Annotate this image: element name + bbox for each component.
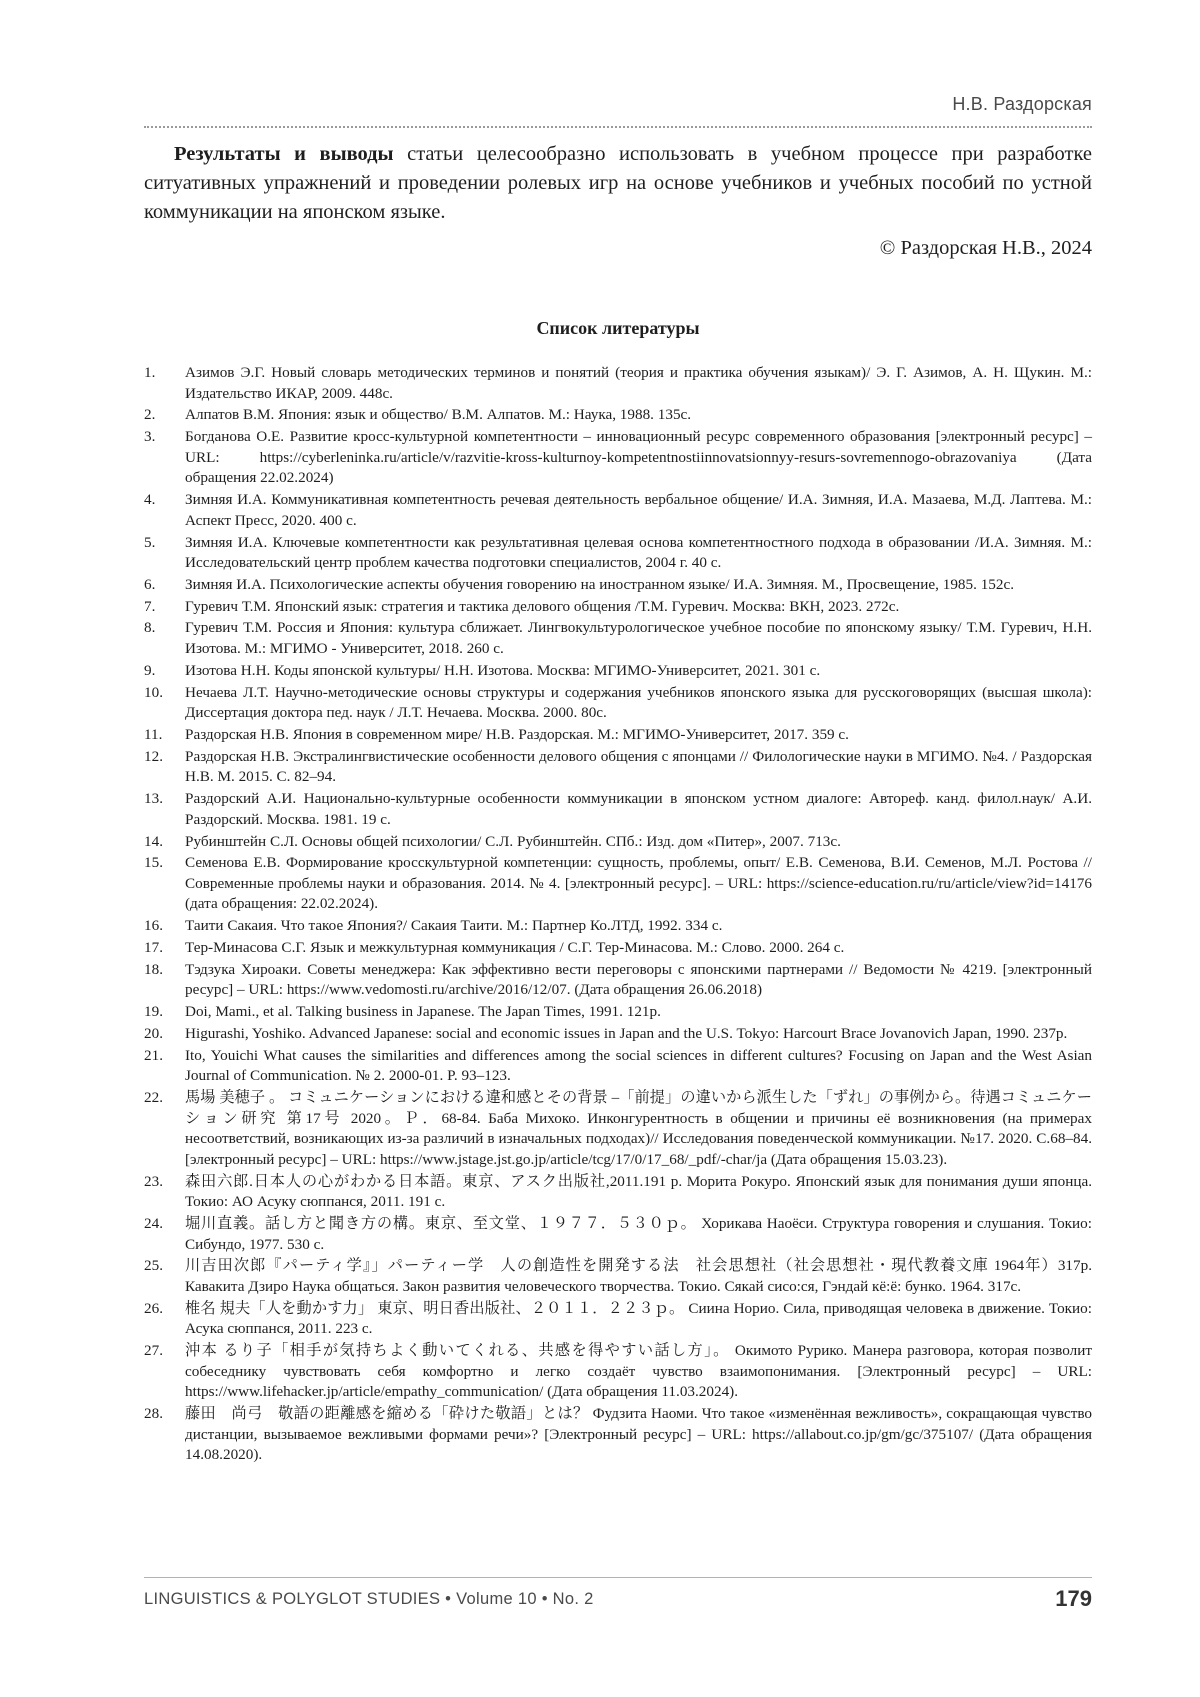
reference-number: 23. bbox=[144, 1172, 163, 1190]
running-head-author: Н.В. Раздорская bbox=[952, 94, 1092, 114]
reference-number: 1. bbox=[144, 364, 156, 381]
reference-number: 24. bbox=[144, 1215, 163, 1233]
reference-item bbox=[144, 683, 1092, 724]
reference-text: 森田六郎.日本人の心がわかる日本語。東京、アスク出版社,2011.191 p. Морита Рокуро. Японский язык для понимания души японца. Токио: АО Асуку сюппанся, 2011. 191 с. bbox=[185, 1172, 1092, 1211]
reference-number: 28. bbox=[144, 1405, 163, 1423]
reference-number: 20. bbox=[144, 1024, 163, 1042]
reference-item bbox=[144, 1024, 1092, 1045]
footer-journal-info: LINGUISTICS & POLYGLOT STUDIES • Volume 10 • No. 2 bbox=[144, 1590, 594, 1608]
reference-text: 川吉田次郎『パーティ学』」パーティー学 人の創造性を開発する法 社会思想社（社会思想社・現代教養文庫 1964年）317p. Кавакита Дзиро Наука общаться. Закон развития человеческого творчества. Токио. Сякай сисо:ся, Гэндай кё:ё: бунко. 1964. 317с. bbox=[185, 1257, 1092, 1296]
conclusion-paragraph bbox=[144, 140, 1092, 227]
reference-number: 25. bbox=[144, 1257, 163, 1275]
conclusion-text: статьи целесообразно использовать в учебном процессе при разработке ситуативных упражнений и проведении ролевых игр на основе учебников и учебных пособий по устной коммуникации на японском языке. bbox=[144, 143, 1092, 223]
reference-item bbox=[144, 533, 1092, 574]
reference-item bbox=[144, 1088, 1092, 1170]
reference-number: 26. bbox=[144, 1299, 163, 1317]
reference-number: 22. bbox=[144, 1089, 163, 1107]
reference-item bbox=[144, 1256, 1092, 1297]
reference-item bbox=[144, 747, 1092, 788]
reference-number: 16. bbox=[144, 917, 163, 935]
reference-item bbox=[144, 1341, 1092, 1403]
reference-number: 19. bbox=[144, 1003, 163, 1021]
reference-item bbox=[144, 490, 1092, 531]
reference-number: 11. bbox=[144, 725, 163, 743]
reference-number: 8. bbox=[144, 619, 156, 637]
reference-text: Зимняя И.А. Психологические аспекты обучения говорению на иностранном языке/ И.А. Зимняя. М., Просвещение, 1985. 152с. bbox=[185, 575, 1015, 593]
reference-number: 15. bbox=[144, 854, 163, 872]
reference-item bbox=[144, 661, 1092, 682]
reference-text: Нечаева Л.Т. Научно-методические основы структуры и содержания учебников японского языка для русскоговорящих (высшая школа): Диссертация доктора пед. наук / Л.Т. Нечаева. Москва. 2000. 80с. bbox=[185, 683, 1092, 722]
reference-item bbox=[144, 725, 1092, 746]
reference-item bbox=[144, 960, 1092, 1001]
page-number: 179 bbox=[1055, 1586, 1092, 1611]
reference-number: 9. bbox=[144, 661, 156, 679]
footer-divider bbox=[144, 1577, 1092, 1578]
reference-number: 2. bbox=[144, 406, 156, 424]
reference-item bbox=[144, 789, 1092, 830]
reference-number: 13. bbox=[144, 790, 163, 808]
reference-number: 12. bbox=[144, 747, 163, 765]
reference-number: 17. bbox=[144, 939, 163, 957]
reference-item bbox=[144, 363, 1092, 404]
reference-text: Тэдзука Хироаки. Советы менеджера: Как эффективно вести переговоры с японскими партнерами // Ведомости № 4219. [электронный ресурс] – URL: https://www.vedomosti.ru/archive/2016/12/07. (Дата обращения 26.06.2018) bbox=[185, 960, 1092, 999]
reference-number: 3. bbox=[144, 428, 156, 446]
reference-number: 14. bbox=[144, 832, 163, 850]
reference-number: 21. bbox=[144, 1046, 163, 1064]
reference-number: 27. bbox=[144, 1342, 163, 1360]
reference-number: 18. bbox=[144, 960, 163, 978]
reference-item bbox=[144, 405, 1092, 426]
reference-text: Алпатов В.М. Япония: язык и общество/ В.М. Алпатов. М.: Наука, 1988. 135с. bbox=[185, 406, 692, 424]
reference-item bbox=[144, 575, 1092, 596]
conclusion-lead: Результаты и выводы bbox=[174, 143, 394, 165]
reference-text: Раздорская Н.В. Экстралингвистические особенности делового общения с японцами // Филологические науки в МГИМО. №4. / Раздорская Н.В. М. 2015. С. 82–94. bbox=[185, 747, 1092, 786]
reference-text: 堀川直義。話し方と聞き方の構。東京、至文堂、１９７７．５３０ｐ。 Хорикава Наоёси. Структура говорения и слушания. Токио: Сибундо, 1977. 530 с. bbox=[185, 1215, 1092, 1253]
reference-text: 沖本 るり子「相手が気持ちよく動いてくれる、共感を得やすい話し方」。 Окимото Рурико. Манера разговора, которая позволит собеседнику чувствовать себя комфортно и легко создаёт чувство взаимопонимания. [Электронный ресурс] – URL: https://www.lifehacker.jp/article/empathy_communication/ (Дата обращения 11.03.2024). bbox=[185, 1342, 1092, 1401]
reference-text: 藤田 尚弓 敬語の距離感を縮める「砕けた敬語」とは？ Фудзита Наоми. Что такое «изменённая вежливость», сокращающая чувство дистанции, вызываемое вежливыми формами речи»? [Электронный ресурс] – URL: https://allabout.co.jp/gm/gc/375107/ (Дата обращения 14.08.2020). bbox=[185, 1405, 1092, 1464]
reference-text: Гуревич Т.М. Японский язык: стратегия и тактика делового общения /Т.М. Гуревич. Москва: ВКН, 2023. 272с. bbox=[185, 597, 900, 615]
reference-text: Таити Сакаия. Что такое Япония?/ Сакаия Таити. М.: Партнер Ко.ЛТД, 1992. 334 с. bbox=[185, 917, 723, 935]
reference-text: Doi, Mami., et al. Talking business in Japanese. The Japan Times, 1991. 121p. bbox=[185, 1003, 661, 1021]
reference-item bbox=[144, 938, 1092, 959]
reference-text: Ito, Youichi What causes the similarities and differences among the social sciences in different cultures? Focusing on Japan and the West Asian Journal of Communication. № 2. 2000-01. P. 93–123. bbox=[185, 1046, 1092, 1085]
reference-text: 馬場 美穂子 。 コミュニケーションにおける違和感とその背景 –「前提」の違いから派生した「ずれ」の事例から。待遇コミュニケーション研究 第17号 2020。Ｐ．68-84. Баба Михоко. Инконгурентность в общении и причины её возникновения (на примерах несоответствий, возникающих из-за различий в изначальных подходах)// Исследования поведенческой коммуникации. №17. 2020. С.68–84. [электронный ресурс] – URL: https://www.jstage.jst.go.jp/article/tcg/17/0/17_68/_pdf/-char/ja (Дата обращения 15.03.23). bbox=[185, 1089, 1092, 1168]
reference-number: 5. bbox=[144, 533, 156, 551]
reference-text: Гуревич Т.М. Россия и Япония: культура сближает. Лингвокультурологическое учебное пособие по японскому языку/ Т.М. Гуревич, Н.Н. Изотова. М.: МГИМО - Университет, 2018. 260 с. bbox=[185, 619, 1092, 658]
reference-text: 椎名 規夫「人を動かす力」 東京、明日香出版社、２０１１．２２３ｐ。 Сиина Норио. Сила, приводящая человека в движение. Токио: Асука сюппанся, 2011. 223 с. bbox=[185, 1299, 1092, 1338]
reference-item bbox=[144, 618, 1092, 659]
reference-item bbox=[144, 832, 1092, 853]
reference-item bbox=[144, 1299, 1092, 1340]
header-divider bbox=[144, 126, 1092, 128]
reference-text: Тер-Минасова С.Г. Язык и межкультурная коммуникация / С.Г. Тер-Минасова. М.: Слово. 2000. 264 с. bbox=[185, 939, 845, 957]
reference-item bbox=[144, 1046, 1092, 1087]
reference-item bbox=[144, 1404, 1092, 1466]
reference-text: Раздорский А.И. Национально-культурные особенности коммуникации в японском устном диалоге: Автореф. канд. филол.наук/ А.И. Раздорский. Москва. 1981. 19 с. bbox=[185, 790, 1092, 828]
reference-text: Рубинштейн С.Л. Основы общей психологии/ С.Л. Рубинштейн. СПб.: Изд. дом «Питер», 2007. 713с. bbox=[185, 832, 841, 850]
reference-text: Зимняя И.А. Коммуникативная компетентность речевая деятельность вербальное общение/ И.А. Зимняя, И.А. Мазаева, М.Д. Лаптева. М.: Аспект Пресс, 2020. 400 с. bbox=[185, 491, 1092, 529]
reference-text: Изотова Н.Н. Коды японской культуры/ Н.Н. Изотова. Москва: МГИМО-Университет, 2021. 301 с. bbox=[185, 661, 821, 679]
reference-text: Раздорская Н.В. Япония в современном мире/ Н.В. Раздорская. М.: МГИМО-Университет, 2017. 359 с. bbox=[185, 725, 849, 743]
reference-number: 6. bbox=[144, 575, 156, 593]
reference-item bbox=[144, 1214, 1092, 1255]
reference-item bbox=[144, 427, 1092, 489]
reference-text: Higurashi, Yoshiko. Advanced Japanese: social and economic issues in Japan and the U.S. Tokyo: Harcourt Brace Jovanovich Japan, 1990. 237p. bbox=[185, 1024, 1068, 1042]
copyright-line: © Раздорская Н.В., 2024 bbox=[879, 237, 1092, 259]
references-title: Список литературы bbox=[536, 318, 700, 338]
reference-text: Семенова Е.В. Формирование кросскультурной компетенции: сущность, проблемы, опыт/ Е.В. Семенова, В.И. Семенов, М.Л. Ростова // Современные проблемы науки и образования. 2014. № 4. [электронный ресурс]. – URL: https://science-education.ru/ru/article/view?id=14176 (дата обращения: 22.02.2024). bbox=[185, 854, 1092, 913]
reference-text: Азимов Э.Г. Новый словарь методических терминов и понятий (теория и практика обучения языкам)/ Э. Г. Азимов, А. Н. Щукин. М.: Издательство ИКАР, 2009. 448с. bbox=[185, 364, 1092, 402]
reference-text: Богданова О.Е. Развитие кросс-культурной компетентности – инновационный ресурс современного образования [электронный ресурс] – URL: https://cyberleninka.ru/article/v/razvitie-kross-kulturnoy-kompetentnostiinnovatsionnyy-resurs-sovremennogo-obrazovaniya (Дата обращения 22.02.2024) bbox=[185, 428, 1092, 487]
reference-number: 4. bbox=[144, 491, 156, 509]
reference-item bbox=[144, 1172, 1092, 1213]
reference-item bbox=[144, 916, 1092, 937]
reference-number: 10. bbox=[144, 683, 163, 701]
reference-number: 7. bbox=[144, 597, 156, 615]
reference-item bbox=[144, 853, 1092, 915]
reference-item bbox=[144, 597, 1092, 618]
reference-item bbox=[144, 1002, 1092, 1023]
reference-text: Зимняя И.А. Ключевые компетентности как результативная целевая основа компетентностного подхода в образовании /И.А. Зимняя. М.: Исследовательский центр проблем качества подготовки специалистов, 2004 г. 40 с. bbox=[185, 533, 1092, 572]
references-list bbox=[144, 363, 1092, 1467]
